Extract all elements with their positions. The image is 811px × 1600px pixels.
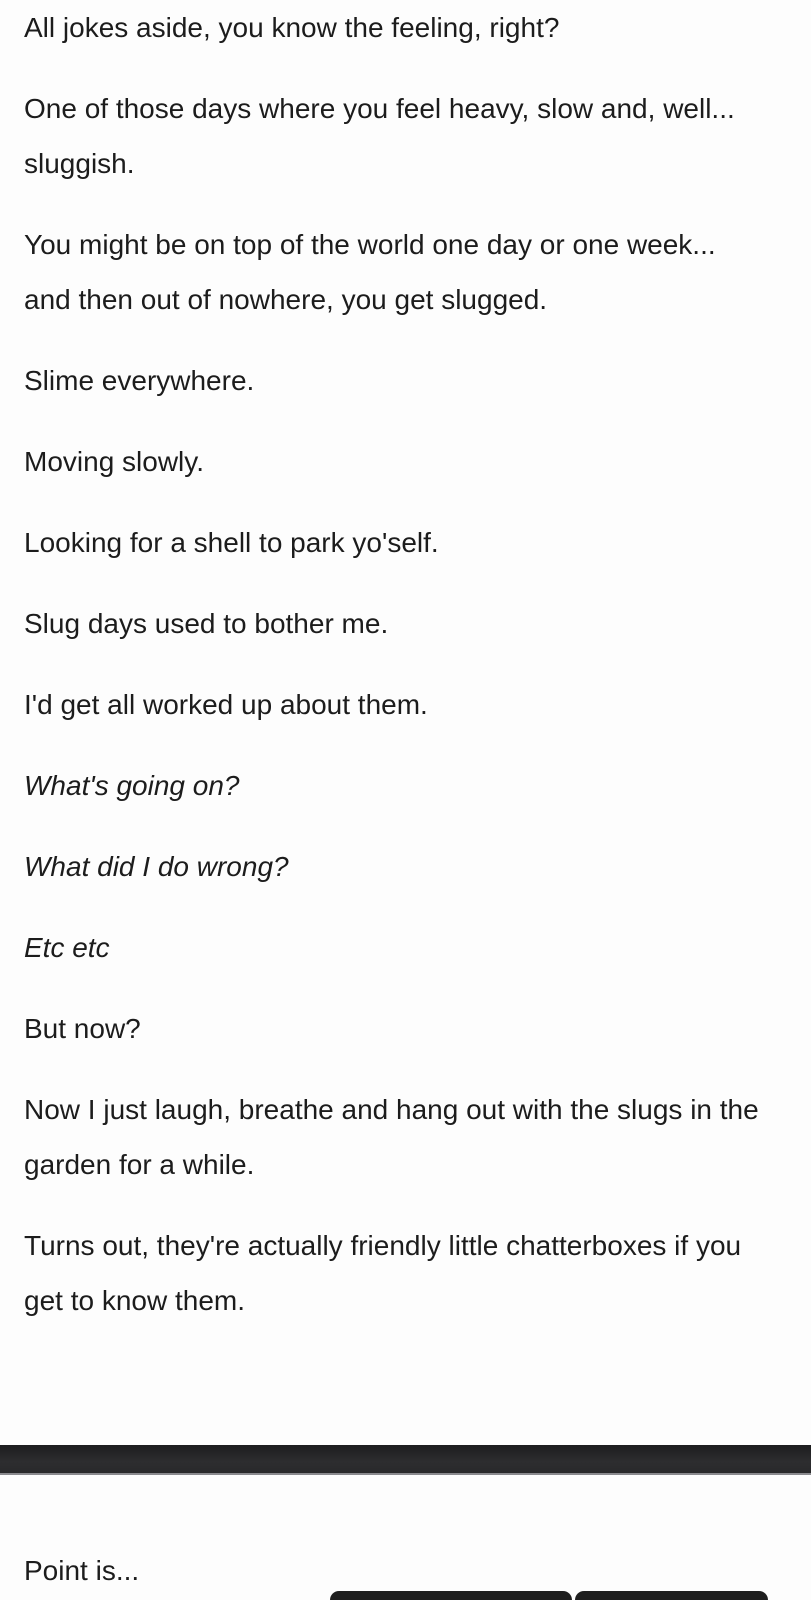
paragraph [24, 0, 781, 55]
paragraph-line: Slime everywhere. [24, 365, 255, 396]
paragraph [24, 217, 781, 327]
paragraph-line: Now I just laugh, breathe and hang out with the slugs in the [24, 1094, 759, 1125]
paragraph-line: Looking for a shell to park yo'self. [24, 527, 439, 558]
paragraph-line: Moving slowly. [24, 446, 204, 477]
paragraph-line: What did I do wrong? [24, 851, 289, 882]
paragraph-line: Etc etc [24, 932, 110, 963]
paragraph-line: I'd get all worked up about them. [24, 689, 428, 720]
paragraph-line: One of those days where you feel heavy, slow and, well... [24, 93, 735, 124]
closing-line: Point is... [24, 1555, 140, 1586]
paragraph-line: You might be on top of the world one day or one week... [24, 229, 716, 260]
paragraph [24, 515, 781, 570]
paragraph-italic [24, 920, 781, 975]
paragraph-italic [24, 839, 781, 894]
paragraph [24, 596, 781, 651]
paragraph [24, 1218, 781, 1328]
paragraph-line: garden for a while. [24, 1149, 255, 1180]
closing-paragraph [24, 1543, 781, 1598]
paragraph-line: Slug days used to bother me. [24, 608, 389, 639]
paragraph-line: get to know them. [24, 1285, 246, 1316]
paragraph-line: Turns out, they're actually friendly little chatterboxes if you [24, 1230, 742, 1261]
paragraph-line: sluggish. [24, 148, 135, 179]
paragraph [24, 1082, 781, 1192]
section-divider-band [0, 1445, 811, 1475]
paragraph [24, 1001, 781, 1056]
paragraph [24, 81, 781, 191]
partial-button-left[interactable] [330, 1591, 572, 1600]
paragraph [24, 677, 781, 732]
paragraph-italic [24, 758, 781, 813]
paragraph-line: and then out of nowhere, you get slugged. [24, 284, 548, 315]
paragraph-line: All jokes aside, you know the feeling, right? [24, 12, 560, 43]
paragraph [24, 353, 781, 408]
paragraph-line: What's going on? [24, 770, 240, 801]
paragraph-line: But now? [24, 1013, 141, 1044]
paragraph [24, 434, 781, 489]
partial-button-right[interactable] [575, 1591, 768, 1600]
